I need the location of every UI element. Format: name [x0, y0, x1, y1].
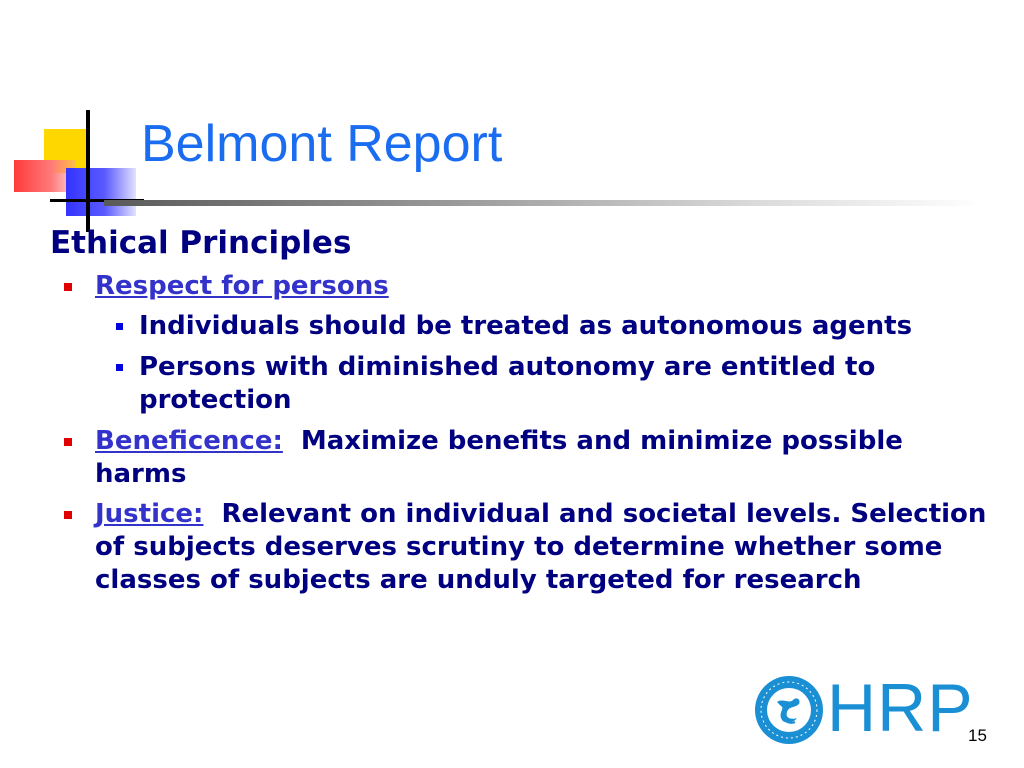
page-number: 15	[968, 726, 987, 745]
respect-for-persons-link[interactable]: Respect for persons	[95, 271, 389, 301]
beneficence-link[interactable]: Beneficence:	[95, 426, 283, 456]
justice-description: Relevant on individual and societal levels. Selection of subjects deserves scrutiny to determine whether some classes of subjects are unduly targeted for research	[95, 499, 987, 595]
slide-title: Belmont Report	[141, 115, 503, 173]
list-item: Individuals should be treated as autonomous agents	[95, 310, 990, 343]
vertical-line-shape	[86, 110, 90, 232]
list-item: Persons with diminished autonomy are entitled to protection	[95, 351, 990, 417]
logo-text: HRP	[827, 670, 974, 746]
title-underline-rule	[104, 200, 984, 206]
hhs-seal-icon	[753, 674, 825, 746]
list-item	[50, 425, 990, 491]
justice-link[interactable]: Justice:	[95, 499, 204, 529]
ohrp-logo	[753, 672, 1003, 748]
slide-body	[50, 224, 990, 604]
principles-list	[50, 270, 990, 597]
section-heading: Ethical Principles	[50, 225, 352, 261]
list-item	[50, 270, 990, 417]
list-item	[50, 498, 990, 597]
blue-square-shape	[66, 168, 136, 216]
title-decoration	[0, 100, 150, 230]
beneficence-description: Maximize benefits and minimize possible harms	[95, 426, 903, 489]
sub-points-list	[95, 310, 990, 417]
